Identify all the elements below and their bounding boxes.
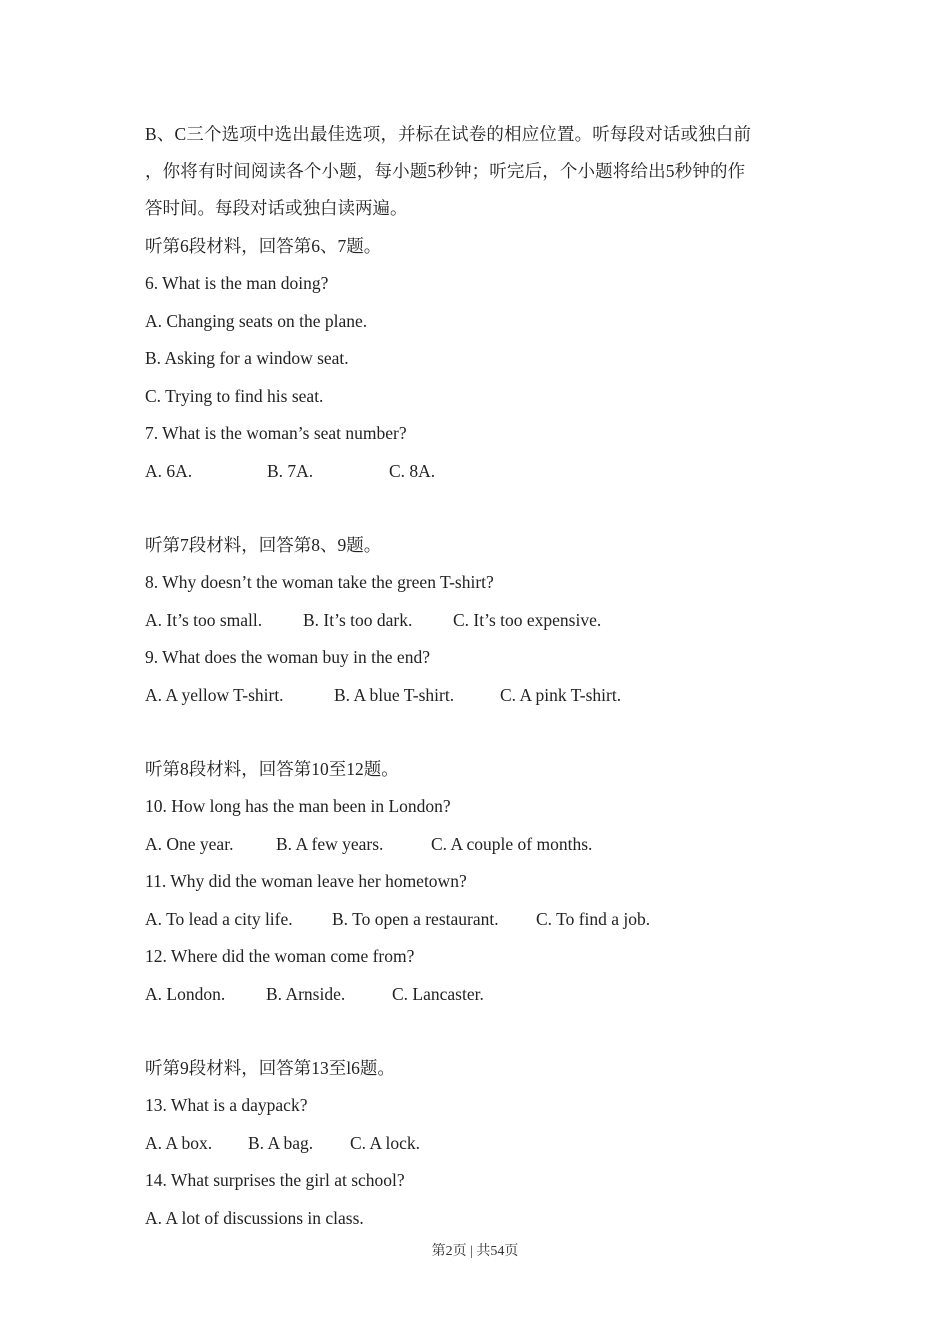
question-9: 9. What does the woman buy in the end? [145, 647, 430, 667]
question-6-option-c: C. Trying to find his seat. [145, 386, 324, 406]
question-11-option-b: B. To open a restaurant. [332, 909, 499, 929]
intro-line-1: B、C三个选项中选出最佳选项，并标在试卷的相应位置。听每段对话或独白前 [145, 124, 752, 144]
question-13-option-b: B. A bag. [248, 1133, 314, 1153]
question-13: 13. What is a daypack? [145, 1095, 308, 1115]
question-11-option-a: A. To lead a city life. [145, 909, 293, 929]
question-7-option-b: B. 7A. [267, 461, 314, 481]
question-8-option-c: C. It’s too expensive. [453, 610, 602, 630]
question-11: 11. Why did the woman leave her hometown? [145, 871, 467, 891]
section-heading-6: 听第6段材料，回答第6、7题。 [145, 236, 382, 256]
question-12-option-b: B. Arnside. [266, 984, 346, 1004]
question-6-option-a: A. Changing seats on the plane. [145, 311, 368, 331]
question-9-option-c: C. A pink T-shirt. [500, 685, 622, 705]
question-9-option-b: B. A blue T-shirt. [334, 685, 455, 705]
question-9-option-a: A. A yellow T-shirt. [145, 685, 284, 705]
question-11-option-c: C. To find a job. [536, 909, 651, 929]
section-heading-7: 听第7段材料，回答第8、9题。 [145, 535, 382, 555]
question-6-option-b: B. Asking for a window seat. [145, 348, 349, 368]
question-7-option-c: C. 8A. [389, 461, 436, 481]
question-14-option-a: A. A lot of discussions in class. [145, 1208, 364, 1228]
intro-line-3: 答时间。每段对话或独白读两遍。 [145, 198, 408, 218]
question-10-option-b: B. A few years. [276, 834, 384, 854]
section-heading-8: 听第8段材料，回答第10至12题。 [145, 759, 399, 779]
question-10-option-a: A. One year. [145, 834, 234, 854]
intro-line-2: ，你将有时间阅读各个小题，每小题5秒钟；听完后，个小题将给出5秒钟的作 [145, 161, 746, 181]
question-6: 6. What is the man doing? [145, 273, 329, 293]
section-heading-9: 听第9段材料，回答第13至l6题。 [145, 1058, 395, 1078]
question-7: 7. What is the woman’s seat number? [145, 423, 407, 443]
question-14: 14. What surprises the girl at school? [145, 1170, 405, 1190]
question-12: 12. Where did the woman come from? [145, 946, 415, 966]
question-12-option-c: C. Lancaster. [392, 984, 484, 1004]
question-10: 10. How long has the man been in London? [145, 796, 451, 816]
question-10-option-c: C. A couple of months. [431, 834, 593, 854]
page-footer: 第2页 | 共54页 [431, 1244, 519, 1259]
question-13-option-a: A. A box. [145, 1133, 213, 1153]
question-13-option-c: C. A lock. [350, 1133, 421, 1153]
question-8-option-a: A. It’s too small. [145, 610, 263, 630]
question-7-option-a: A. 6A. [145, 461, 193, 481]
question-8: 8. Why doesn’t the woman take the green T-shirt? [145, 572, 494, 592]
question-12-option-a: A. London. [145, 984, 226, 1004]
question-8-option-b: B. It’s too dark. [303, 610, 413, 630]
